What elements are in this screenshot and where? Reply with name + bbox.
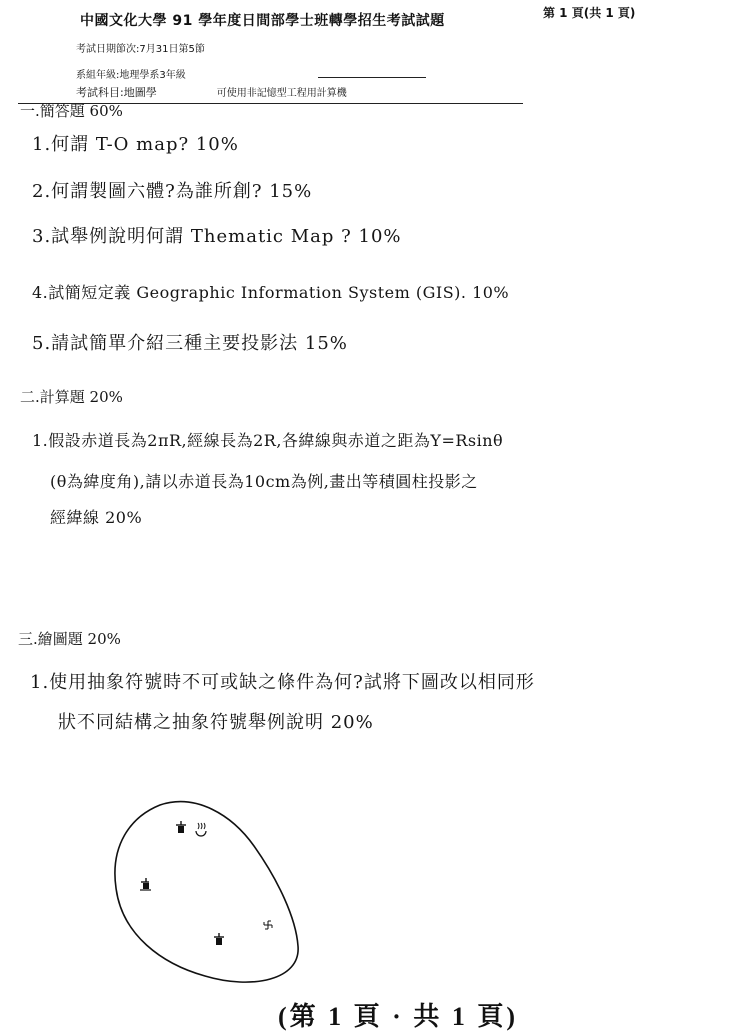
calculator-note: 可使用非記憶型工程用計算機	[216, 88, 347, 99]
question-line: 狀不同結構之抽象符號舉例說明 20%	[58, 712, 374, 733]
question-item: 4.試簡短定義 Geographic Information System (GIS). 10%	[32, 283, 510, 302]
swastika-symbol	[264, 921, 272, 929]
question-line: (θ為緯度角),請以赤道長為10cm為例,畫出等積圓柱投影之	[50, 472, 478, 491]
department-grade: 系組年級:地理學系3年級	[76, 70, 186, 81]
page-footer: (第 1 頁 · 共 1 頁)	[278, 1002, 518, 1031]
mine-symbol	[140, 878, 151, 890]
page-indicator: 第 1 頁(共 1 頁)	[543, 6, 636, 20]
exam-subject: 考試科目:地圖學	[76, 86, 157, 99]
temple-symbol	[176, 821, 186, 833]
shrine-symbol	[214, 933, 224, 945]
question-item: 5.請試簡單介紹三種主要投影法 15%	[32, 333, 348, 354]
question-item: 3.試舉例說明何謂 Thematic Map ? 10%	[32, 226, 402, 247]
section-title-drawing: 三.繪圖題 20%	[18, 630, 121, 648]
section-title-short-answer: 一.簡答題 60%	[20, 102, 123, 120]
exam-title: 中國文化大學 91 學年度日間部學士班轉學招生考試試題	[80, 13, 445, 29]
section-title-calculation: 二.計算題 20%	[20, 388, 123, 406]
question-item: 1.何謂 T-O map? 10%	[32, 134, 239, 155]
question-line: 經緯線 20%	[50, 508, 143, 527]
hot-spring-symbol	[196, 823, 206, 836]
question-item: 2.何謂製圖六體?為誰所創? 15%	[32, 181, 313, 202]
region-outline	[115, 802, 298, 982]
question-item: 1.假設赤道長為2πR,經線長為2R,各緯線與赤道之距為Y=Rsinθ	[32, 431, 504, 450]
exam-date: 考試日期節次:7月31日第5節	[76, 44, 205, 55]
question-item: 1.使用抽象符號時不可或缺之條件為何?試將下圖改以相同形	[30, 672, 535, 693]
